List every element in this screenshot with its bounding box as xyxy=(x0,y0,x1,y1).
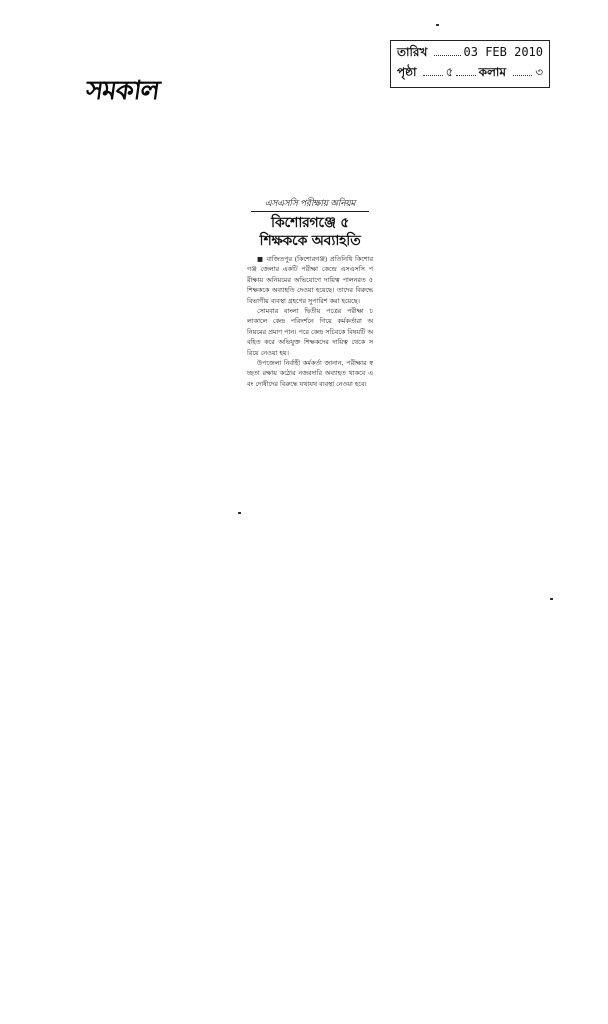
speck-mark xyxy=(436,24,439,26)
stamp-dots xyxy=(434,45,460,56)
stamp-dots xyxy=(456,65,475,76)
article-kicker: এসএসসি পরীক্ষায় অনিয়ম xyxy=(251,196,369,212)
stamp-date-label: তারিখ xyxy=(397,45,428,59)
bullet-icon: ■ xyxy=(257,255,267,263)
stamp-dots xyxy=(423,65,442,76)
stamp-page-label: পৃষ্ঠা xyxy=(397,65,417,79)
stamp-page-row xyxy=(397,64,543,84)
article-headline xyxy=(247,214,373,250)
article-body xyxy=(247,254,373,389)
headline-line-2: শিক্ষককে অব্যাহতি xyxy=(259,233,361,249)
speck-mark xyxy=(550,598,553,600)
stamp-dots xyxy=(513,65,532,76)
stamp-column-label: কলাম xyxy=(478,65,507,79)
article-paragraph xyxy=(247,254,373,306)
date-stamp xyxy=(390,40,550,88)
newspaper-masthead: সমকাল xyxy=(84,76,161,106)
stamp-page-value: ৫ xyxy=(445,65,454,79)
newspaper-clipping xyxy=(247,196,373,389)
headline-line-1: কিশোরগঞ্জে ৫ xyxy=(270,215,350,231)
stamp-column-value: ৩ xyxy=(535,65,544,79)
stamp-date-row xyxy=(397,44,543,64)
speck-mark xyxy=(238,512,241,514)
article-paragraph: সোমবার বাংলা দ্বিতীয় পত্রের পরীক্ষা চলাকালে কেন্দ্র পরিদর্শনে গিয়ে কর্মকর্তারা অনিয়মের প্রমাণ পান। পরে কেন্দ্র সচিবকে বিষয়টি অবহিত করে অভিযুক্ত শিক্ষকদের দায়িত্ব থেকে সরিয়ে নেওয়া হয়। xyxy=(247,307,373,357)
article-paragraph: উপজেলা নির্বাহী কর্মকর্তা জানান, পরীক্ষার স্বচ্ছতা রক্ষায় কঠোর নজরদারি অব্যাহত থাকবে এবং দোষীদের বিরুদ্ধে যথাযথ ব্যবস্থা নেওয়া হবে। xyxy=(247,359,373,388)
paragraph-text: বাজিতপুর (কিশোরগঞ্জ) প্রতিনিধি কিশোরগঞ্জ জেলার একটি পরীক্ষা কেন্দ্রে এসএসসি পরীক্ষায় অনিয়মের অভিযোগে দায়িত্ব পালনরত ৫ শিক্ষককে অব্যাহতি দেওয়া হয়েছে। তাদের বিরুদ্ধে বিভাগীয় ব্যবস্থা গ্রহণের সুপারিশ করা হয়েছে। xyxy=(247,255,373,305)
stamp-date-value: 03 FEB 2010 xyxy=(463,45,543,59)
